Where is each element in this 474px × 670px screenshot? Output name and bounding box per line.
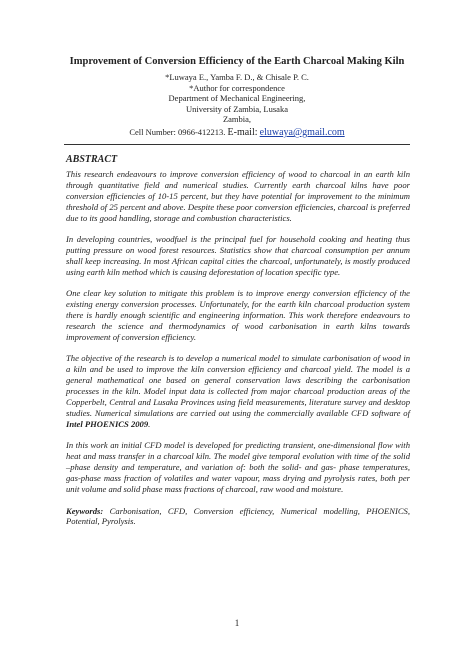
paper-title: Improvement of Conversion Efficiency of the Earth Charcoal Making Kiln xyxy=(69,56,405,67)
abstract-paragraph-3: One clear key solution to mitigate this problem is to improve energy conversion efficiency of the existing energy conversion processes. Unfortunately, for the earth kiln charcoal production system there is hardly enough scientific and engineering information. This work therefore endeavours to research the science and thermodynamics of wood carbonisation in earth kilns towards improvement of conversion efficiency. xyxy=(66,288,410,342)
keywords-list: Carbonisation, CFD, Conversion efficiency, Numerical modelling, PHOENICS, Potential, Pyrolysis. xyxy=(66,505,410,527)
keywords xyxy=(66,506,410,528)
university: University of Zambia, Lusaka xyxy=(186,103,288,114)
header-divider xyxy=(64,144,410,145)
email-label: E-mail: xyxy=(227,127,258,138)
abstract-paragraph-2: In developing countries, woodfuel is the principal fuel for household cooking and heating thus putting pressure on wood forest resources. Statistics show that charcoal consumption per annum shall keep increasing. In most African capital cities the charcoal, unfortunately, is mostly produced using earth kiln method which is causing deforestation of location specific type. xyxy=(66,234,410,277)
department: Department of Mechanical Engineering, xyxy=(168,93,306,103)
objective-end: . xyxy=(148,418,151,429)
cell-number: Cell Number: 0966-412213. xyxy=(129,127,226,137)
email-link[interactable]: eluwaya@gmail.com xyxy=(259,127,345,138)
abstract-paragraph-4 xyxy=(66,353,410,429)
abstract-body xyxy=(66,169,410,538)
author-block xyxy=(0,72,474,125)
abstract-paragraph-1: This research endeavours to improve conversion efficiency of wood to charcoal in an earth kiln through quantitative field and numerical studies. Currently earth charcoal kilns have poor conversion efficiencies of 10-15 percent, but they have potential for improvement to the minimum threshold of 25 percent and above. Despite these poor conversion efficiencies, charcoal is preferred due to its good handling, storage and combustion characteristics. xyxy=(66,169,410,223)
author-names: *Luwaya E., Yamba F. D., & Chisale P. C. xyxy=(165,72,309,82)
country: Zambia, xyxy=(222,114,252,124)
page-number: 1 xyxy=(234,618,240,628)
abstract-paragraph-5: In this work an initial CFD model is developed for predicting transient, one-dimensional flow with heat and mass transfer in a charcoal kiln. The model give temporal evolution with time of the solid –phase density and temperature, and variation of: both the solid- and gas- phase temperatures, gas-phase mass fraction of volatiles and water vapour, mass drying and pyrolysis rates, both per unit volume and solid phase mass fractions of charcoal, raw wood and moisture. xyxy=(66,440,410,495)
contact-line xyxy=(0,126,474,139)
keywords-label: Keywords: xyxy=(66,505,104,516)
software-name: Intel PHOENICS 2009 xyxy=(66,418,149,429)
correspondence-note: *Author for correspondence xyxy=(189,82,285,93)
abstract-heading: ABSTRACT xyxy=(66,154,118,165)
objective-text: The objective of the research is to develop a numerical model to simulate carbonisation of wood in a kiln and be used to improve the kiln conversion efficiency and charcoal yield. The model is a general mathematical one based on general conservation laws describing the carbonisation processes in the kiln. Model input data is collected from major charcoal production areas of the Copperbelt, Central and Lusaka Provinces using field measurements, literature survey and desktop studies. Numerical simulations are carried out using the commercially available CFD software of xyxy=(66,353,410,418)
